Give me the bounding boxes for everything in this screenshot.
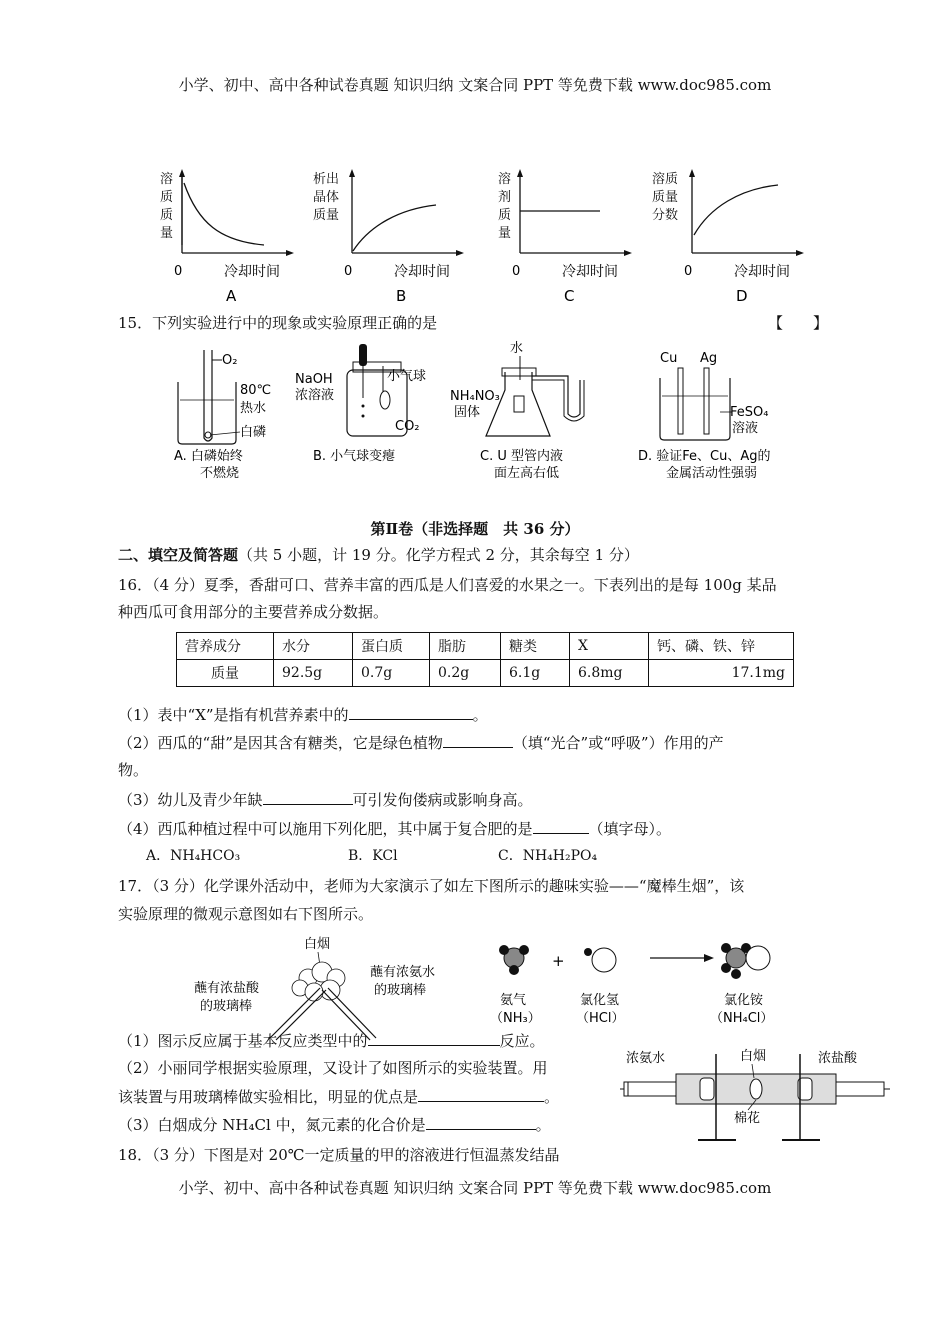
graph-b-ylabel-2: 晶体	[313, 190, 340, 205]
hcl-molecule	[584, 948, 616, 972]
q15-a-caption-1: A. 白磷始终	[174, 449, 243, 464]
graph-a-curve	[184, 183, 264, 245]
graph-a-xlabel: 冷却时间	[224, 264, 280, 280]
table-cell: 水分	[274, 633, 353, 660]
q15-d-caption-2: 金属活动性强弱	[666, 466, 758, 481]
q15-a-caption-2: 不燃烧	[200, 466, 240, 481]
label-app-smoke: 白烟	[740, 1049, 767, 1064]
table-cell: 6.1g	[501, 660, 570, 687]
dropper-b	[359, 344, 367, 366]
label-naoh: NaOH	[295, 372, 333, 387]
label-solid: 固体	[454, 405, 481, 420]
table-cell: 蛋白质	[353, 633, 430, 660]
q16-p4: （4）西瓜种植过程中可以施用下列化肥，其中属于复合肥的是	[118, 820, 533, 838]
q17-blank-1[interactable]	[368, 1030, 500, 1046]
graph-c-ylabel-2: 剂	[498, 190, 512, 205]
label-solution-d: 溶液	[732, 421, 759, 436]
graph-b-ylabel-3: 质量	[313, 208, 340, 223]
table-cell: 0.2g	[430, 660, 501, 687]
nh4cl-molecule	[721, 943, 770, 979]
q17-stem-1: 17．（3 分）化学课外活动中，老师为大家演示了如左下图所示的趣味实验——“魔棒生烟”，该	[118, 877, 745, 895]
graph-d-letter: D	[736, 287, 748, 305]
formula-hcl: （HCl）	[576, 1011, 625, 1026]
graph-b-curve	[353, 205, 436, 251]
q16-option-b: B．KCl	[348, 848, 398, 864]
graph-d-ylabel-3: 分数	[652, 208, 679, 223]
q16-blank-3[interactable]	[263, 789, 353, 805]
q16-blank-2[interactable]	[443, 732, 513, 748]
label-rod-nh3-1: 蘸有浓氨水	[370, 965, 436, 980]
q15-option-d	[638, 351, 771, 481]
graph-b	[313, 169, 464, 305]
table-cell: 92.5g	[274, 660, 353, 687]
q15-c-caption-2: 面左高右低	[494, 466, 560, 481]
graph-a-ylabel-3: 质	[160, 208, 174, 223]
table-cell: 脂肪	[430, 633, 501, 660]
graph-b-ylabel-1: 析出	[313, 172, 340, 187]
table-cell: 0.7g	[353, 660, 430, 687]
q16-p3: （3）幼儿及青少年缺	[118, 791, 263, 809]
q17-p2-line2: 该装置与用玻璃棒做实验相比，明显的优点是	[118, 1088, 419, 1106]
graph-d-curve	[694, 185, 778, 235]
label-nh4no3: NH₄NO₃	[450, 389, 500, 404]
q15-d-caption-1: D. 验证Fe、Cu、Ag的	[638, 449, 771, 464]
smoke-demo	[194, 936, 435, 1040]
label-white-smoke: 白烟	[304, 937, 331, 952]
label-rod-hcl-2: 的玻璃棒	[200, 999, 253, 1014]
plus-sign: +	[552, 952, 565, 970]
label-conc-hcl: 浓盐酸	[818, 1051, 858, 1066]
q17-blank-3[interactable]	[426, 1114, 536, 1130]
label-cu: Cu	[660, 351, 678, 366]
table-cell: 营养成分	[177, 633, 274, 660]
label-rod-hcl-1: 蘸有浓盐酸	[194, 981, 260, 996]
q16-p1: （1）表中“X”是指有机营养素中的	[118, 706, 349, 724]
graph-c	[498, 169, 632, 305]
syringe-left	[624, 1082, 676, 1096]
test-tube-a	[204, 350, 212, 441]
label-nh4cl: 氯化铵	[724, 993, 764, 1008]
part2-title: 第Ⅱ卷（非选择题 共 36 分）	[370, 520, 580, 538]
graph-b-letter: B	[396, 287, 407, 305]
q16-option-a: A．NH₄HCO₃	[146, 848, 241, 864]
graph-a	[160, 169, 294, 305]
graph-c-letter: C	[564, 287, 575, 305]
q17-blank-2[interactable]	[418, 1086, 544, 1102]
table-row	[177, 660, 794, 687]
formula-nh4cl: （NH₄Cl）	[710, 1011, 774, 1026]
q16-p2-cont: 物。	[118, 761, 149, 779]
q15-option-b	[295, 344, 426, 464]
q17-apparatus	[620, 1048, 890, 1148]
graph-c-ylabel-4: 量	[498, 226, 512, 241]
label-conc-solution: 浓溶液	[295, 388, 335, 403]
graph-c-xlabel: 冷却时间	[562, 264, 618, 280]
table-cell: 6.8mg	[570, 660, 649, 687]
small-balloon	[380, 391, 390, 409]
q17-p3: （3）白烟成分 NH₄Cl 中，氮元素的化合价是	[118, 1116, 426, 1134]
graph-d	[652, 169, 804, 305]
nutrition-table	[176, 632, 794, 687]
graph-b-xlabel: 冷却时间	[394, 264, 450, 280]
formula-nh3: （NH₃）	[490, 1011, 541, 1026]
graph-c-ylabel-1: 溶	[498, 172, 512, 187]
q16-option-c: C．NH₄H₂PO₄	[498, 848, 598, 864]
section2-note: （共 5 小题，计 19 分。化学方程式 2 分，其余每空 1 分）	[238, 546, 639, 564]
q15-c-caption-1: C. U 型管内液	[480, 449, 563, 464]
micro-diagram	[490, 943, 773, 1026]
label-rod-nh3-2: 的玻璃棒	[374, 983, 427, 998]
label-ag: Ag	[700, 351, 718, 366]
label-conc-ammonia: 浓氨水	[626, 1051, 666, 1066]
graph-a-ylabel-2: 质	[160, 190, 174, 205]
graphs-row	[140, 165, 830, 310]
ag-strip	[704, 368, 709, 434]
q18-stem: 18．（3 分）下图是对 20℃一定质量的甲的溶液进行恒温蒸发结晶	[118, 1146, 560, 1164]
q17-p2-line1: （2）小丽同学根据实验原理，又设计了如图所示的实验装置。用	[118, 1059, 548, 1077]
q15-apparatus	[160, 340, 810, 485]
graph-d-origin: 0	[684, 264, 693, 279]
graph-d-ylabel-1: 溶质	[652, 172, 679, 187]
label-80c: 80℃	[240, 383, 272, 398]
q17-p1: （1）图示反应属于基本反应类型中的	[118, 1032, 368, 1050]
graph-c-origin: 0	[512, 264, 521, 279]
label-small-balloon: 小气球	[387, 369, 427, 384]
page-footer: 小学、初中、高中各种试卷真题 知识归纳 文案合同 PPT 等免费下载 www.doc985.com	[178, 1179, 772, 1197]
graph-a-letter: A	[226, 287, 237, 305]
label-o2: O₂	[222, 353, 238, 368]
table-cell: 质量	[177, 660, 274, 687]
nh3-molecule	[499, 945, 529, 975]
q16-blank-1[interactable]	[349, 704, 473, 720]
label-co2: CO₂	[395, 419, 420, 434]
label-hot-water: 热水	[240, 401, 267, 416]
label-ammonia: 氨气	[500, 993, 527, 1008]
section2-title: 二、填空及简答题	[118, 546, 239, 564]
q16-p2: （2）西瓜的“甜”是因其含有糖类，它是绿色植物	[118, 734, 443, 752]
table-cell: 17.1mg	[649, 660, 794, 687]
label-water-c: 水	[510, 341, 524, 356]
table-header-row	[177, 633, 794, 660]
q15-option-a	[174, 350, 271, 481]
graph-a-ylabel-1: 溶	[160, 172, 174, 187]
q15-answer-bracket: 【 】	[768, 314, 829, 332]
graph-d-ylabel-2: 质量	[652, 190, 679, 205]
graph-b-origin: 0	[344, 264, 353, 279]
q15-stem: 15．下列实验进行中的现象或实验原理正确的是	[118, 314, 438, 332]
q16-stem-2: 种西瓜可食用部分的主要营养成分数据。	[118, 603, 389, 621]
cu-strip	[678, 368, 683, 434]
q16-stem-1: 16．（4 分）夏季，香甜可口、营养丰富的西瓜是人们喜爱的水果之一。下表列出的是每 100g 某品	[118, 576, 777, 594]
table-cell: X	[570, 633, 649, 660]
u-tube	[532, 376, 580, 417]
table-cell: 钙、磷、铁、锌	[649, 633, 794, 660]
graph-a-origin: 0	[174, 264, 183, 279]
q17-stem-2: 实验原理的微观示意图如右下图所示。	[118, 905, 374, 923]
table-cell: 糖类	[501, 633, 570, 660]
q15-option-c	[450, 340, 584, 481]
graph-c-ylabel-3: 质	[498, 208, 512, 223]
q15-b-caption: B. 小气球变瘪	[313, 449, 396, 464]
page-header: 小学、初中、高中各种试卷真题 知识归纳 文案合同 PPT 等免费下载 www.doc985.com	[178, 76, 772, 94]
syringe-right	[836, 1082, 884, 1096]
label-hcl: 氯化氢	[580, 993, 620, 1008]
q16-blank-4[interactable]	[533, 818, 589, 834]
smoke-cloud	[292, 962, 345, 1001]
label-cotton: 棉花	[734, 1111, 761, 1126]
label-feso4: FeSO₄	[730, 405, 769, 420]
graph-d-xlabel: 冷却时间	[734, 264, 790, 280]
beaker-d	[660, 378, 730, 440]
label-white-p: 白磷	[240, 425, 267, 440]
graph-a-ylabel-4: 量	[160, 226, 174, 241]
